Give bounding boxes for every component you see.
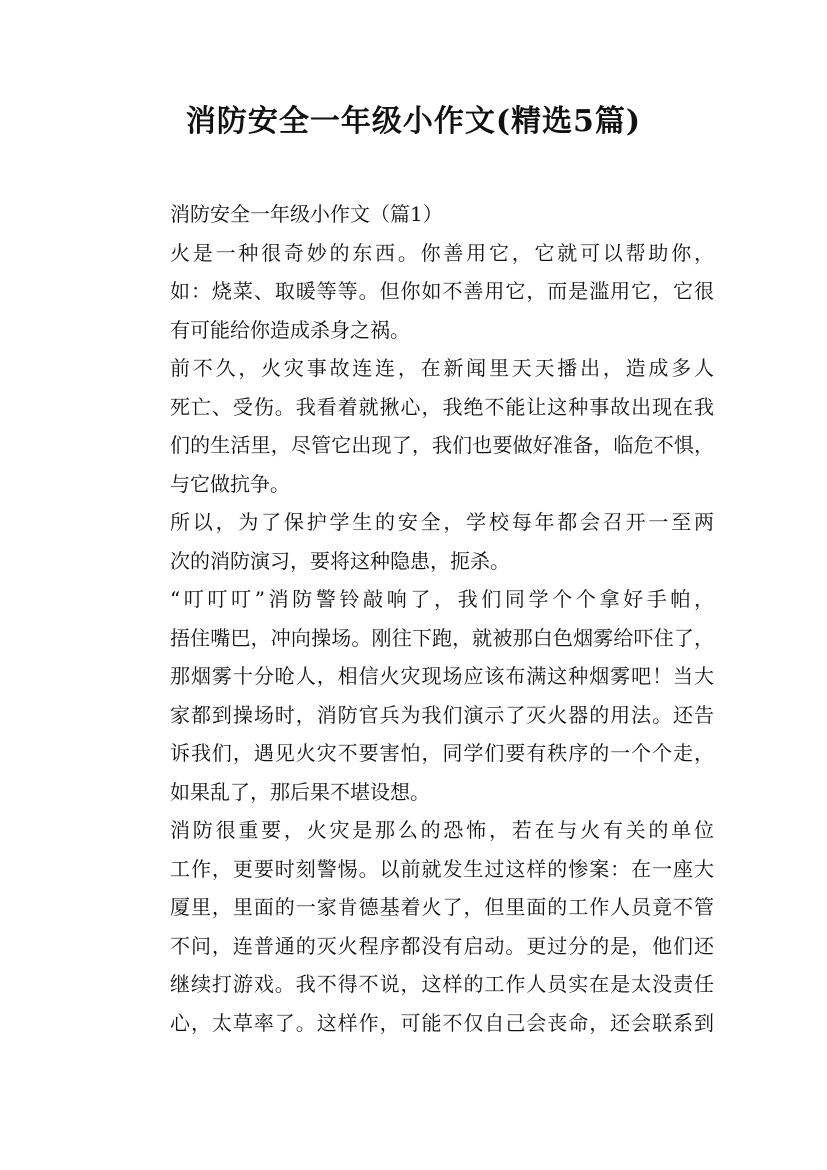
text-line: 家都到操场时，消防官兵为我们演示了灭火器的用法。还告 — [170, 702, 714, 727]
paragraph-1 — [124, 234, 714, 350]
paragraph-4 — [124, 580, 714, 811]
text-line: 不问，连普通的灭火程序都没有启动。更过分的是，他们还 — [170, 933, 714, 958]
text-line: 厦里，里面的一家肯德基着火了，但里面的工作人员竟不管 — [170, 895, 714, 919]
text-line: 那烟雾十分呛人，相信火灾现场应该布满这种烟雾吧！当大 — [170, 664, 714, 688]
text-line: 们的生活里，尽管它出现了，我们也要做好准备，临危不惧， — [170, 433, 714, 457]
paragraph-3 — [124, 503, 714, 580]
text-line: 工作，更要时刻警惕。以前就发生过这样的惨案：在一座大 — [170, 856, 714, 881]
text-line: 如：烧菜、取暖等等。但你如不善用它，而是滥用它，它很 — [170, 279, 714, 303]
text-line: 诉我们，遇见火灾不要害怕，同学们要有秩序的一个个走， — [170, 741, 714, 765]
paragraph-2 — [124, 349, 714, 503]
text-line: 捂住嘴巴，冲向操场。刚往下跑，就被那白色烟雾给吓住了， — [170, 625, 714, 650]
page-title: 消防安全一年级小作文(精选5篇) — [185, 104, 642, 139]
text-line: 继续打游戏。我不得不说，这样的工作人员实在是太没责任 — [170, 972, 714, 996]
text-line: 心，太草率了。这样作，可能不仅自己会丧命，还会联系到 — [170, 1010, 714, 1035]
text-line: “叮叮叮”消防警铃敲响了，我们同学个个拿好手帕， — [170, 587, 714, 611]
text-line: 消防很重要，火灾是那么的恐怖，若在与火有关的单位 — [170, 818, 714, 842]
text-line: 次的消防演习，要将这种隐患，扼杀。 — [170, 548, 510, 573]
text-line: 死亡、受伤。我看着就揪心，我绝不能让这种事故出现在我 — [170, 394, 714, 419]
paragraph-5 — [124, 811, 714, 1042]
section-heading: 消防安全一年级小作文（篇1） — [170, 202, 443, 226]
text-line: 有可能给你造成杀身之祸。 — [170, 317, 410, 342]
text-line: 所以，为了保护学生的安全，学校每年都会召开一至两 — [170, 510, 714, 534]
text-line: 与它做抗争。 — [170, 471, 290, 496]
text-line: 火是一种很奇妙的东西。你善用它，它就可以帮助你， — [170, 240, 714, 265]
document-body — [124, 195, 714, 1042]
text-line: 如果乱了，那后果不堪设想。 — [170, 779, 430, 804]
text-line: 前不久，火灾事故连连，在新闻里天天播出，造成多人 — [170, 356, 714, 380]
